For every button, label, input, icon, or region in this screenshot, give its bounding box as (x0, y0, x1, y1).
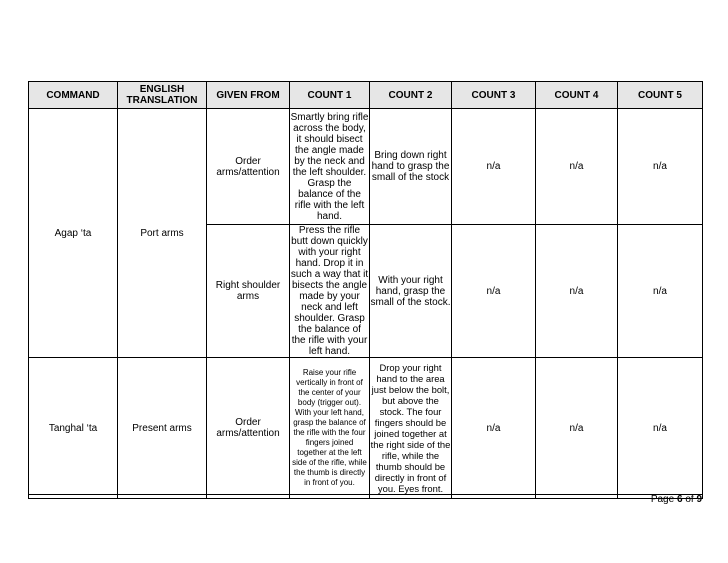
header-count-2: COUNT 2 (370, 82, 452, 109)
page-label: Page (650, 494, 675, 505)
count-1-cell: Raise your rifle vertically in front of the center of your body (trigger out). With your left hand, grasp the balance of the rifle with the four fingers joined together at the left side of the rifle, while the thumb is directly in front of you. (290, 358, 370, 499)
page-of: of (685, 494, 694, 505)
command-cell: Agap ‘ta (29, 109, 118, 358)
page-current: 6 (676, 494, 683, 505)
count-3-cell: n/a (452, 225, 536, 358)
count-5-cell: n/a (618, 358, 703, 499)
count-5-cell: n/a (618, 225, 703, 358)
count-3-cell: n/a (452, 109, 536, 225)
count-3-cell: n/a (452, 358, 536, 499)
count-2-cell: With your right hand, grasp the small of the stock. (370, 225, 452, 358)
given-from-cell: Order arms/attention (207, 109, 290, 225)
count-2-cell: Bring down right hand to grasp the small of the stock (370, 109, 452, 225)
table-row (29, 109, 703, 225)
header-given-from: GIVEN FROM (207, 82, 290, 109)
given-from-cell: Right shoulder arms (207, 225, 290, 358)
page-total: 9 (696, 494, 702, 505)
count-2-cell: Drop your right hand to the area just below the bolt, but above the stock. The four fingers should be joined together at the right side of the rifle, while the thumb should be directly in front of you. Eyes front. (370, 358, 452, 499)
count-5-cell: n/a (618, 109, 703, 225)
count-4-cell: n/a (536, 225, 618, 358)
count-4-cell: n/a (536, 109, 618, 225)
command-cell: Tanghal ‘ta (29, 358, 118, 499)
table-header-row (29, 82, 703, 109)
header-count-1: COUNT 1 (290, 82, 370, 109)
translation-cell: Present arms (118, 358, 207, 499)
header-count-5: COUNT 5 (618, 82, 703, 109)
table-row (29, 358, 703, 499)
translation-cell: Port arms (118, 109, 207, 358)
header-english-translation: ENGLISH TRANSLATION (118, 82, 207, 109)
header-count-4: COUNT 4 (536, 82, 618, 109)
page-number (651, 494, 702, 506)
count-1-cell: Press the rifle butt down quickly with your right hand. Drop it in such a way that it bisects the angle made by your neck and left shoulder. Grasp the balance of the rifle with your left hand. (290, 225, 369, 357)
footer-divider (28, 494, 702, 495)
header-command: COMMAND (29, 82, 118, 109)
header-count-3: COUNT 3 (452, 82, 536, 109)
count-4-cell: n/a (536, 358, 618, 499)
drill-commands-table (28, 81, 703, 499)
given-from-cell: Order arms/attention (207, 358, 290, 499)
count-1-cell: Smartly bring rifle across the body, it should bisect the angle made by the neck and the left shoulder. Grasp the balance of the rifle with the left hand. (290, 109, 370, 225)
